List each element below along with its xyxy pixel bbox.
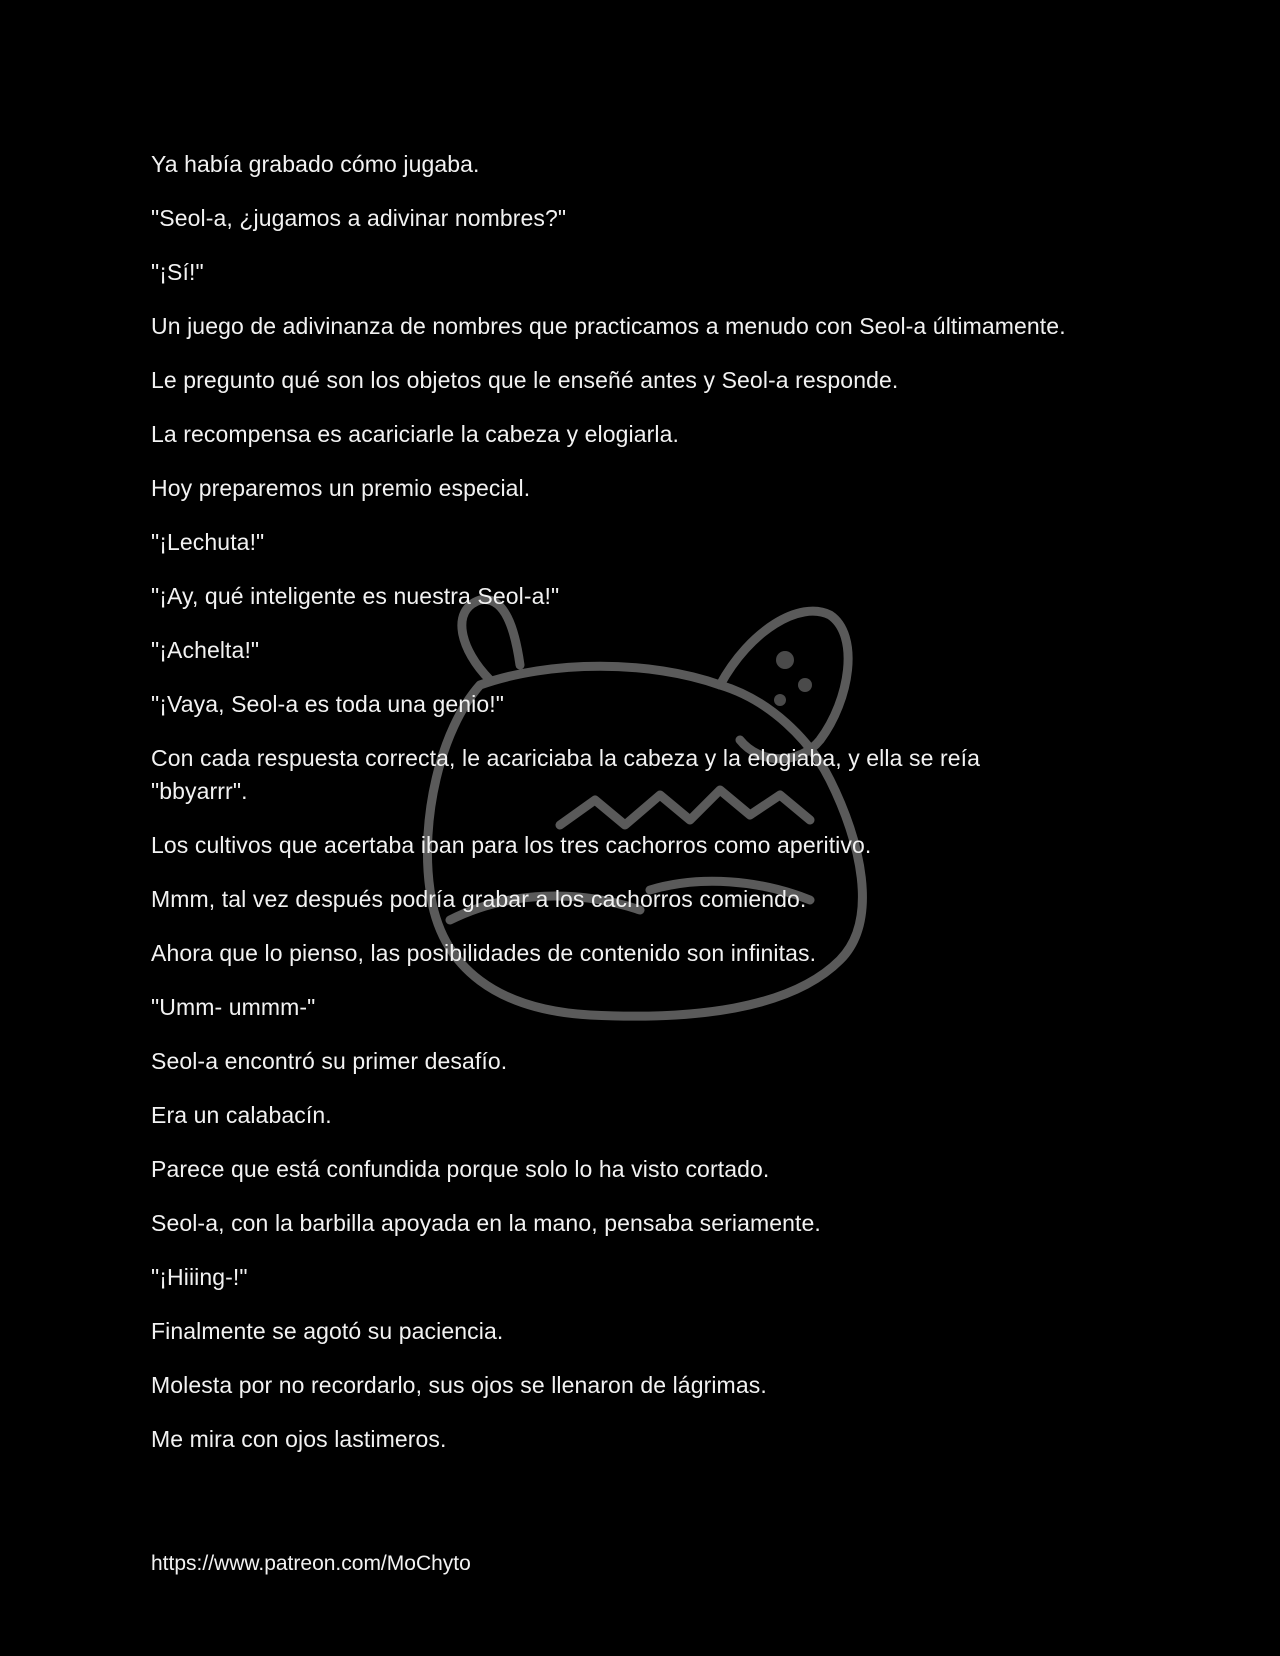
story-text: [151, 148, 1081, 1477]
paragraph: "¡Achelta!": [151, 637, 260, 663]
paragraph: Era un calabacín.: [151, 1102, 332, 1128]
paragraph: "Seol-a, ¿jugamos a adivinar nombres?": [151, 205, 567, 231]
paragraph: "¡Lechuta!": [151, 529, 265, 555]
paragraph: "Umm- ummm-": [151, 994, 316, 1020]
paragraph: Un juego de adivinanza de nombres que practicamos a menudo con Seol-a últimamente.: [151, 313, 1066, 339]
paragraph: Hoy preparemos un premio especial.: [151, 475, 531, 501]
paragraph: Ya había grabado cómo jugaba.: [151, 151, 480, 177]
paragraph: "¡Hiiing-!": [151, 1264, 248, 1290]
patreon-link[interactable]: https://www.patreon.com/MoChyto: [151, 1552, 471, 1575]
paragraph: Seol-a encontró su primer desafío.: [151, 1048, 508, 1074]
paragraph: Le pregunto qué son los objetos que le enseñé antes y Seol-a responde.: [151, 367, 899, 393]
paragraph: Molesta por no recordarlo, sus ojos se llenaron de lágrimas.: [151, 1372, 767, 1398]
paragraph: La recompensa es acariciarle la cabeza y elogiarla.: [151, 421, 679, 447]
paragraph: Con cada respuesta correcta, le acariciaba la cabeza y la elogiaba, y ella se reía "bbyarrr".: [151, 745, 981, 804]
paragraph: "¡Sí!": [151, 259, 204, 285]
paragraph: "¡Ay, qué inteligente es nuestra Seol-a!": [151, 583, 560, 609]
paragraph: Me mira con ojos lastimeros.: [151, 1426, 447, 1452]
paragraph: Mmm, tal vez después podría grabar a los cachorros comiendo.: [151, 886, 807, 912]
paragraph: "¡Vaya, Seol-a es toda una genio!": [151, 691, 505, 717]
paragraph: Ahora que lo pienso, las posibilidades de contenido son infinitas.: [151, 940, 817, 966]
paragraph: Seol-a, con la barbilla apoyada en la mano, pensaba seriamente.: [151, 1210, 821, 1236]
paragraph: Finalmente se agotó su paciencia.: [151, 1318, 504, 1344]
paragraph: Parece que está confundida porque solo lo ha visto cortado.: [151, 1156, 770, 1182]
paragraph: Los cultivos que acertaba iban para los tres cachorros como aperitivo.: [151, 832, 872, 858]
